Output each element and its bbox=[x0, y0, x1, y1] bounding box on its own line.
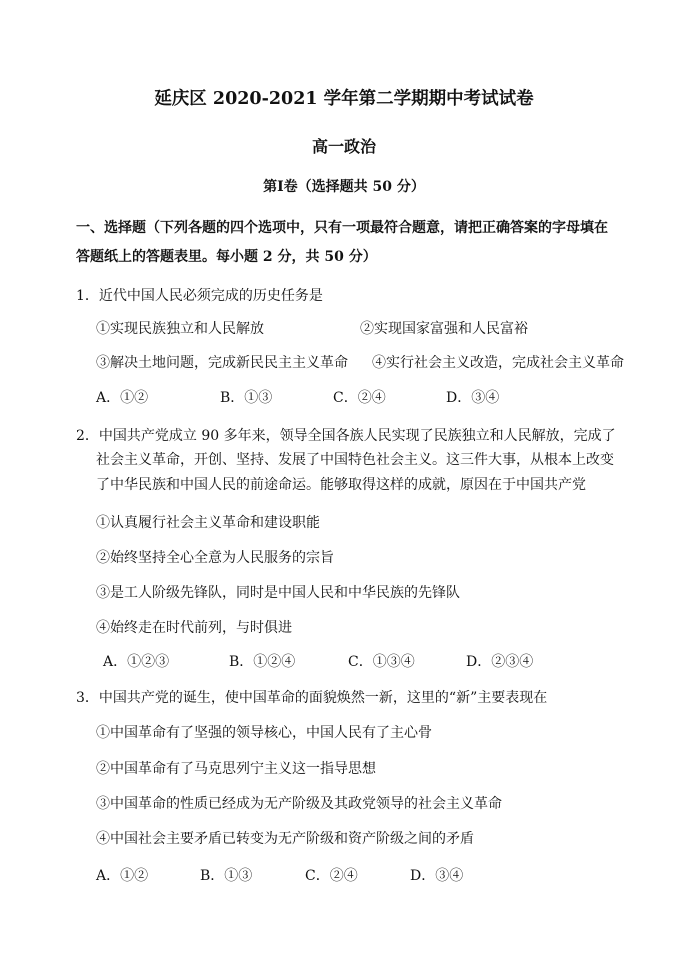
question-3-choice-b: B．①③ bbox=[200, 868, 253, 884]
question-1-choice-d: D．③④ bbox=[446, 390, 500, 406]
question-2-item-2: ②始终坚持全心全意为人民服务的宗旨 bbox=[96, 550, 334, 566]
question-2-choice-b: B．①②④ bbox=[229, 654, 296, 670]
subject-title: 高一政治 bbox=[311, 137, 376, 156]
question-3-choice-c: C．②④ bbox=[305, 868, 358, 884]
question-1-stem: 1．近代中国人民必须完成的历史任务是 bbox=[76, 288, 323, 304]
question-3-choice-d: D．③④ bbox=[410, 868, 464, 884]
question-2-choice-d: D．②③④ bbox=[466, 654, 534, 670]
exam-title: 延庆区 2020-2021 学年第二学期期中考试试卷 bbox=[154, 89, 534, 109]
question-1-choice-a: A．①② bbox=[96, 390, 149, 406]
question-2-stem-line-1: 2．中国共产党成立 90 多年来，领导全国各族人民实现了民族独立和人民解放，完成了 bbox=[76, 428, 616, 444]
question-1-choice-c: C．②④ bbox=[333, 390, 386, 406]
section-instructions-line-1: 一、选择题（下列各题的四个选项中，只有一项最符合题意，请把正确答案的字母填在 bbox=[76, 220, 608, 236]
question-1-item-2: ②实现国家富强和人民富裕 bbox=[360, 321, 528, 337]
question-1-item-3: ③解决土地问题，完成新民民主主义革命 bbox=[96, 355, 348, 371]
question-2-item-3: ③是工人阶级先锋队，同时是中国人民和中华民族的先锋队 bbox=[96, 585, 460, 601]
question-2-stem-line-2: 社会主义革命，开创、坚持、发展了中国特色社会主义。这三件大事，从根本上改变 bbox=[96, 452, 614, 468]
question-1-item-4: ④实行社会主义改造，完成社会主义革命 bbox=[372, 355, 624, 371]
question-2-item-4: ④始终走在时代前列，与时俱进 bbox=[96, 620, 292, 636]
question-1-item-1: ①实现民族独立和人民解放 bbox=[96, 321, 264, 337]
question-3-stem: 3．中国共产党的诞生，使中国革命的面貌焕然一新，这里的“新”主要表现在 bbox=[76, 690, 548, 706]
question-2-choice-c: C．①③④ bbox=[348, 654, 415, 670]
question-2-item-1: ①认真履行社会主义革命和建设职能 bbox=[96, 515, 320, 531]
section-instructions-line-2: 答题纸上的答题表里。每小题 2 分，共 50 分） bbox=[76, 249, 377, 265]
question-1-choice-b: B．①③ bbox=[220, 390, 273, 406]
question-3-item-2: ②中国革命有了马克思列宁主义这一指导思想 bbox=[96, 761, 376, 777]
question-3-item-3: ③中国革命的性质已经成为无产阶级及其政党领导的社会主义革命 bbox=[96, 796, 502, 812]
question-2-stem-line-3: 了中华民族和中国人民的前途命运。能够取得这样的成就，原因在于中国共产党 bbox=[96, 477, 586, 493]
question-3-choice-a: A．①② bbox=[96, 868, 149, 884]
volume-heading: 第Ⅰ卷（选择题共 50 分） bbox=[263, 179, 425, 195]
question-3-item-4: ④中国社会主要矛盾已转变为无产阶级和资产阶级之间的矛盾 bbox=[96, 831, 474, 847]
question-3-item-1: ①中国革命有了坚强的领导核心，中国人民有了主心骨 bbox=[96, 725, 432, 741]
question-2-choice-a: A．①②③ bbox=[103, 654, 170, 670]
